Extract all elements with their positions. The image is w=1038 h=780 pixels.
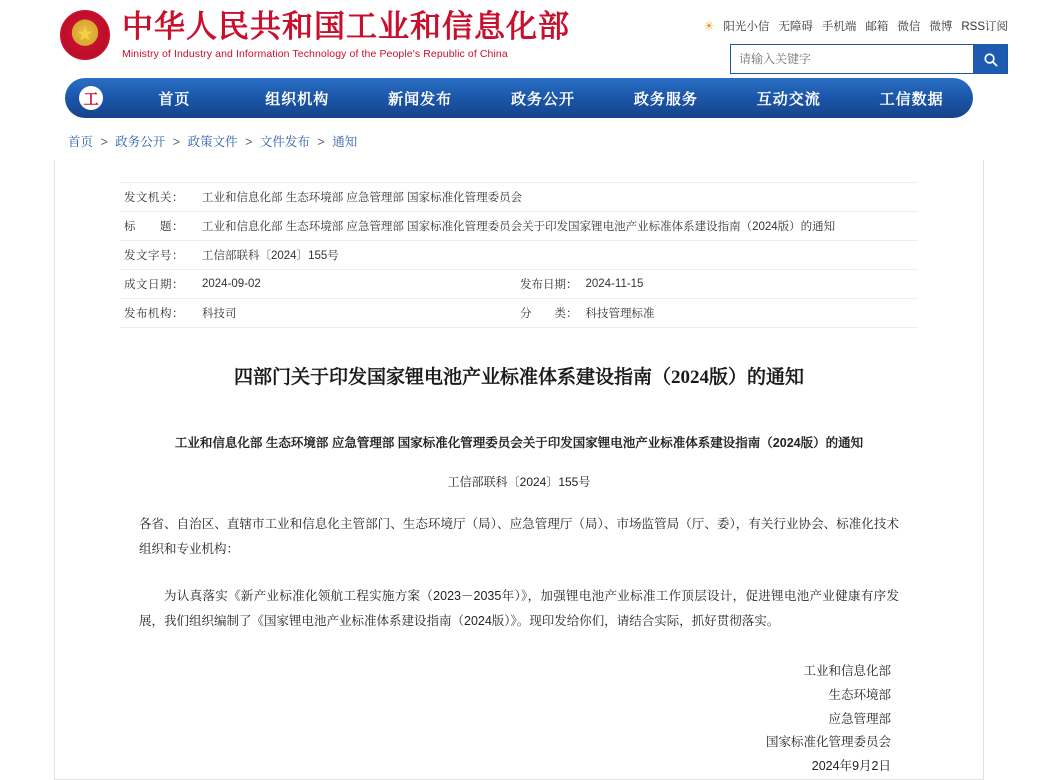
breadcrumb-separator: > (172, 135, 181, 149)
quick-link-mail[interactable]: 邮箱 (865, 21, 889, 33)
breadcrumb-item-document-release[interactable]: 文件发布 (259, 135, 310, 149)
site-logo[interactable] (60, 10, 570, 60)
signature-line-3: 应急管理部 (828, 711, 891, 726)
search-box (730, 44, 1008, 74)
meta-value-written-date: 2024-09-02 (202, 278, 261, 290)
meta-value-category: 科技管理标准 (585, 308, 655, 320)
signature-line-4: 国家标准化管理委员会 (765, 735, 891, 750)
breadcrumb-item-home[interactable]: 首页 (68, 135, 94, 149)
quick-link-weibo[interactable]: 微博 (929, 21, 953, 33)
page-title: 四部门关于印发国家锂电池产业标准体系建设指南（2024版）的通知 (233, 367, 804, 388)
nav-item-home[interactable]: 首页 (158, 90, 191, 108)
site-title-cn: 中华人民共和国工业和信息化部 (122, 9, 570, 44)
site-title-en: Ministry of Industry and Information Technology of the People's Republic of China (122, 48, 508, 61)
table-row (120, 212, 918, 241)
nav-item-data[interactable]: 工信数据 (879, 90, 944, 108)
search-button[interactable] (973, 45, 1007, 73)
nav-item-organization[interactable]: 组织机构 (265, 90, 330, 108)
meta-value-doc-number: 工信部联科〔2024〕155号 (202, 250, 339, 262)
meta-value-publish-date: 2024-11-15 (585, 278, 644, 290)
document-card (54, 160, 984, 780)
document-body (139, 433, 899, 779)
signature-line-2: 生态环境部 (828, 687, 891, 702)
nav-item-services[interactable]: 政务服务 (633, 90, 698, 108)
meta-value-issuing-agency: 工业和信息化部 生态环境部 应急管理部 国家标准化管理委员会 (202, 192, 523, 204)
table-row (120, 241, 918, 270)
table-row (120, 183, 918, 212)
signature-date: 2024年9月2日 (811, 759, 891, 773)
national-emblem-icon (60, 10, 110, 60)
breadcrumb-separator: > (317, 135, 325, 149)
meta-value-title: 工业和信息化部 生态环境部 应急管理部 国家标准化管理委员会关于印发国家锂电池产业标准体系建设指南（2024版）的通知 (202, 221, 836, 233)
document-signature (139, 660, 899, 779)
meta-label-issuing-agency: 发文机关： (124, 192, 184, 204)
quick-link-rss[interactable]: RSS订阅 (961, 21, 1008, 33)
breadcrumb (0, 118, 1038, 160)
site-header (0, 0, 1038, 78)
sun-icon: ☀ (703, 19, 715, 33)
meta-value-publisher: 科技司 (202, 308, 237, 320)
quick-link-wechat[interactable]: 微信 (897, 21, 921, 33)
quick-link-mobile[interactable]: 手机端 (821, 21, 857, 33)
breadcrumb-separator: > (100, 135, 108, 149)
quick-link-accessibility[interactable]: 无障碍 (778, 21, 813, 33)
document-paragraph-salutation: 各省、自治区、直辖市工业和信息化主管部门、生态环境厅（局）、应急管理厅（局）、市场监管局（厅、委），有关行业协会、标准化技术组织和专业机构： (139, 517, 899, 556)
meta-label-publish-date: 发布日期： (519, 279, 578, 291)
nav-item-government-affairs[interactable]: 政务公开 (511, 90, 576, 108)
search-input[interactable] (731, 45, 973, 73)
breadcrumb-item-notice[interactable]: 通知 (332, 135, 358, 149)
document-paragraph-body: 为认真落实《新产业标准化领航工程实施方案（2023－2035年）》，加强锂电池产业标准工作顶层设计，促进锂电池产业健康有序发展，我们组织编制了《国家锂电池产业标准体系建设指南（2024版）》。现印发给你们，请结合实际，抓好贯彻落实。 (139, 589, 899, 628)
search-icon (983, 52, 998, 67)
quick-links (704, 18, 1008, 34)
meta-label-publisher: 发布机构： (124, 308, 184, 320)
header-utilities (703, 10, 1008, 74)
document-metadata-table (120, 182, 918, 328)
site-title-block (122, 10, 570, 60)
document-number: 工信部联科〔2024〕155号 (447, 475, 591, 489)
nav-logo-icon: 工 (79, 86, 103, 110)
main-nav-wrapper (0, 78, 1038, 118)
table-row (120, 299, 918, 328)
nav-item-news[interactable]: 新闻发布 (388, 90, 453, 108)
breadcrumb-separator: > (245, 135, 253, 149)
meta-label-written-date: 成文日期： (124, 279, 184, 291)
meta-label-title: 标 题： (124, 221, 184, 233)
breadcrumb-item-government-affairs[interactable]: 政务公开 (115, 135, 166, 149)
document-subtitle: 工业和信息化部 生态环境部 应急管理部 国家标准化管理委员会关于印发国家锂电池产业标准体系建设指南（2024版）的通知 (174, 436, 864, 450)
main-nav (65, 78, 973, 118)
meta-label-category: 分 类： (519, 308, 578, 320)
meta-label-doc-number: 发文字号： (124, 250, 184, 262)
table-row (120, 270, 918, 299)
signature-line-1: 工业和信息化部 (803, 664, 891, 678)
quick-link-sunshine[interactable]: 阳光小信 (723, 21, 770, 33)
nav-item-interaction[interactable]: 互动交流 (756, 90, 821, 108)
breadcrumb-item-policy-documents[interactable]: 政策文件 (187, 135, 238, 149)
